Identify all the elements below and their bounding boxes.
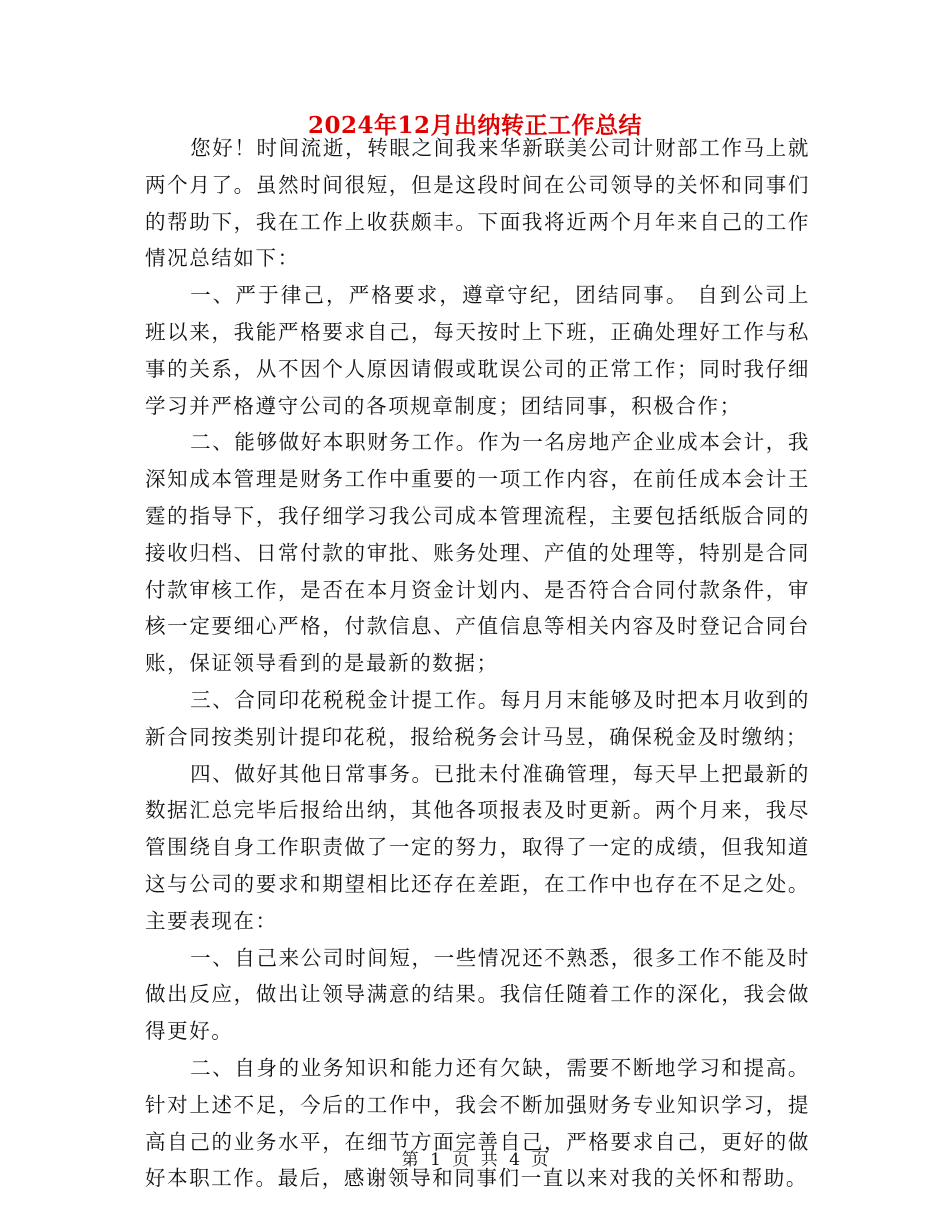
paragraph-finance-work: 二、能够做好本职财务工作。作为一名房地产企业成本会计，我深知成本管理是财务工作中重要的一项工作内容，在前任成本会计王霆的指导下，我仔细学习我公司成本管理流程，主要包括纸版合同的接收归档、日常付款的审批、账务处理、产值的处理等，特别是合同付款审核工作，是否在本月资金计划内、是否符合合同付款条件，审核一定要细心严格，付款信息、产值信息等相关内容及时登记合同台账，保证领导看到的是最新的数据； [145,430,810,676]
paragraph-greeting: 您好！时间流逝，转眼之间我来华新联美公司计财部工作马上就两个月了。虽然时间很短，但是这段时间在公司领导的关怀和同事们的帮助下，我在工作上收获颇丰。下面我将近两个月年来自己的工作情况总结如下： [145,136,810,271]
document-body [145,130,810,1197]
paragraph-discipline: 一、严于律己，严格要求，遵章守纪，团结同事。 自到公司上班以来，我能严格要求自己，每天按时上下班，正确处理好工作与私事的关系，从不因个人原因请假或耽误公司的正常工作；同时我仔细学习并严格遵守公司的各项规章制度；团结同事，积极合作； [145,283,810,418]
paragraph-shortcoming-1: 一、自己来公司时间短，一些情况还不熟悉，很多工作不能及时做出反应，做出让领导满意的结果。我信任随着工作的深化，我会做得更好。 [145,945,810,1044]
paragraph-daily-affairs: 四、做好其他日常事务。已批未付准确管理，每天早上把最新的数据汇总完毕后报给出纳，其他各项报表及时更新。两个月来，我尽管围绕自身工作职责做了一定的努力，取得了一定的成绩，但我知道这与公司的要求和期望相比还存在差距，在工作中也存在不足之处。主要表现在： [145,761,810,933]
paragraph-shortcoming-2: 二、自身的业务知识和能力还有欠缺，需要不断地学习和提高。针对上述不足，今后的工作中，我会不断加强财务专业知识学习，提高自己的业务水平，在细节方面完善自己，严格要求自己，更好的做好本职工作。最后，感谢领导和同事们一直以来对我的关怀和帮助。 [145,1055,810,1191]
page-number-footer: 第 1 页 共 4 页 [401,1150,549,1170]
paragraph-stamp-tax: 三、合同印花税税金计提工作。每月月末能够及时把本月收到的新合同按类别计提印花税，报给税务会计马昱，确保税金及时缴纳； [145,687,810,749]
document-title: 2024年12月出纳转正工作总结 [307,112,643,139]
